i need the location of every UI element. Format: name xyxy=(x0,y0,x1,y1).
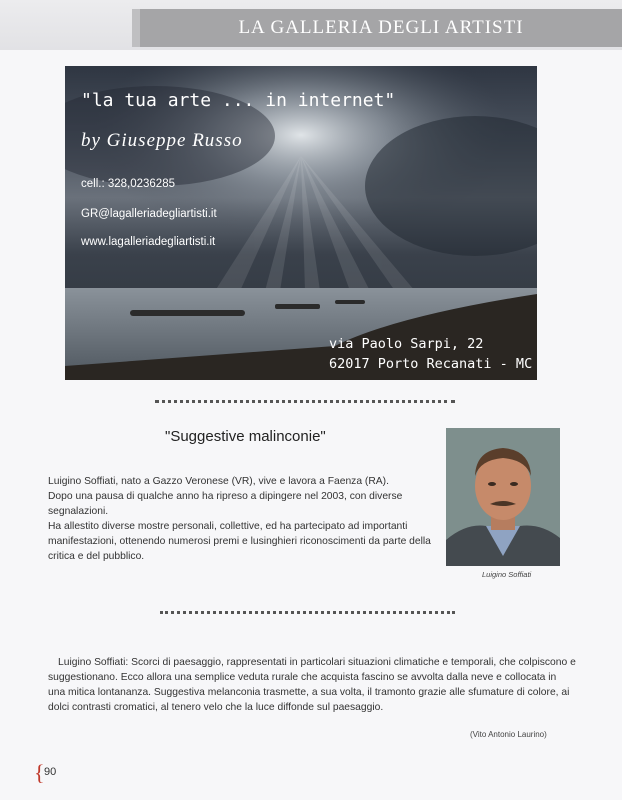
dotted-divider xyxy=(160,611,455,614)
byline-text: by Giuseppe Russo xyxy=(81,130,243,151)
gallery-title: LA GALLERIA DEGLI ARTISTI xyxy=(140,9,622,47)
website-link[interactable]: www.lagalleriadegliartisti.it xyxy=(81,236,216,248)
review-text: Luigino Soffiati: Scorci di paesaggio, rappresentati in particolari situazioni climatiche e temporali, che colpiscono e suggestionano. Ecco allora una semplice veduta rurale che acquista fascino se avvolta dalla neve e collocata in una mitica lontananza. Suggestiva melanconia trasmette, a sua volta, il tramonto grazie alle sfumature di colore, ai dolci contrasti cromatici, al tenero velo che la luce diffonde sul paesaggio. xyxy=(48,657,576,713)
page-header xyxy=(0,0,622,50)
portrait-photo xyxy=(446,428,560,566)
photo-caption: Luigino Soffiati xyxy=(482,570,532,579)
email-link[interactable]: GR@lagalleriadegliartisti.it xyxy=(81,208,217,220)
seascape-photo xyxy=(65,66,537,380)
artist-bio xyxy=(48,474,438,564)
bio-paragraph: Dopo una pausa di qualche anno ha ripreso a dipingere nel 2003, con diverse segnalazioni. xyxy=(48,491,403,517)
bio-paragraph: Luigino Soffiati, nato a Gazzo Veronese (VR), vive e lavora a Faenza (RA). xyxy=(48,476,389,487)
address-line-1: via Paolo Sarpi, 22 xyxy=(329,336,484,352)
bio-paragraph: Ha allestito diverse mostre personali, collettive, ed ha partecipato ad importanti manifestazioni, ottenendo numerosi premi e lusinghieri riconoscimenti da parte della critica e del pubblico. xyxy=(48,521,431,562)
advertisement-card xyxy=(65,66,537,380)
dotted-divider xyxy=(155,400,455,403)
address-line-2: 62017 Porto Recanati - MC xyxy=(329,356,533,372)
review-author: (Vito Antonio Laurino) xyxy=(470,730,547,739)
page-number-brace: { xyxy=(34,760,45,785)
artist-portrait xyxy=(446,428,560,566)
article-title: "Suggestive malinconie" xyxy=(165,428,326,445)
phone-text: cell.: 328,0236285 xyxy=(81,178,175,190)
page-number: 90 xyxy=(44,766,57,778)
slogan-text: "la tua arte ... in internet" xyxy=(81,90,396,111)
